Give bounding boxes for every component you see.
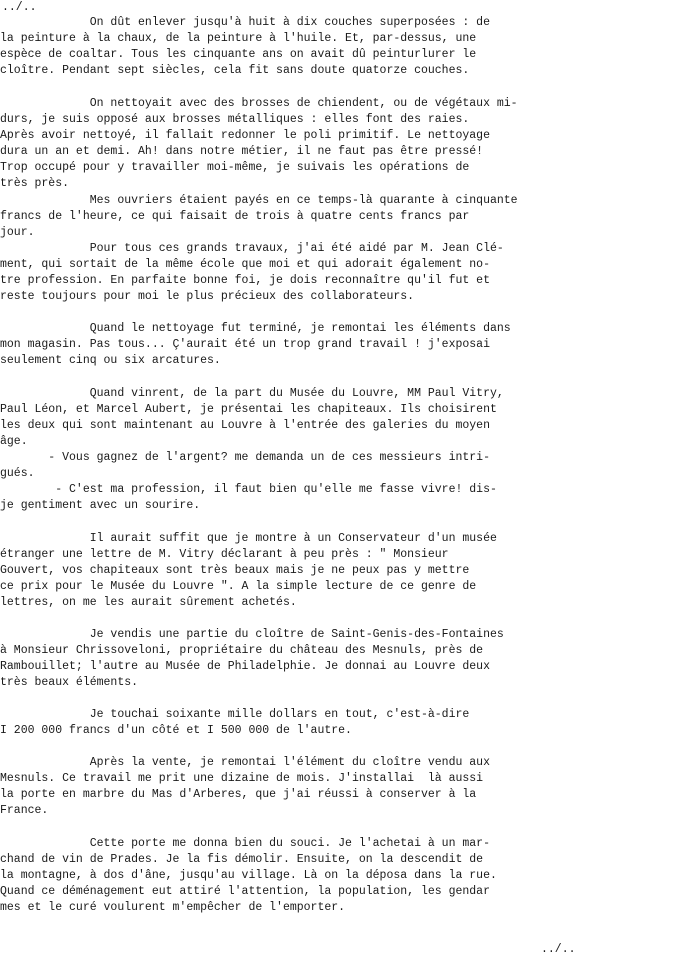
text-line: Quand vinrent, de la part du Musée du Louvre, MM Paul Vitry, bbox=[0, 387, 504, 400]
text-line: Mesnuls. Ce travail me prit une dizaine de mois. J'installai là aussi bbox=[0, 772, 484, 785]
text-line: Gouvert, vos chapiteaux sont très beaux mais je ne peux pas y mettre bbox=[0, 564, 470, 577]
paragraph-dialogue-question bbox=[0, 450, 690, 482]
paragraph-vitry-letter bbox=[0, 531, 690, 611]
text-line: Mes ouvriers étaient payés en ce temps-là quarante à cinquante bbox=[0, 194, 518, 207]
text-line: mes et le curé voulurent m'empêcher de l'emporter. bbox=[0, 901, 346, 914]
page-continuation-marker-top: ../.. bbox=[2, 1, 37, 14]
text-line: ce prix pour le Musée du Louvre ". A la simple lecture de ce genre de bbox=[0, 580, 477, 593]
paragraph-cloister-sale bbox=[0, 627, 690, 691]
paragraph-layers-of-paint bbox=[0, 15, 690, 79]
paragraph-marble-door bbox=[0, 836, 690, 916]
text-line: Cette porte me donna bien du souci. Je l'achetai à un mar- bbox=[0, 837, 490, 850]
text-line: je gentiment avec un sourire. bbox=[0, 499, 201, 512]
text-line: mon magasin. Pas tous... Ç'aurait été un trop grand travail ! j'exposai bbox=[0, 338, 490, 351]
page-continuation-marker-bottom: ../.. bbox=[541, 943, 576, 956]
text-line: la porte en marbre du Mas d'Arberes, que j'ai réussi à conserver à la bbox=[0, 788, 477, 801]
text-line: On nettoyait avec des brosses de chiendent, ou de végétaux mi- bbox=[0, 97, 518, 110]
text-line: Je touchai soixante mille dollars en tout, c'est-à-dire bbox=[0, 708, 470, 721]
text-line: durs, je suis opposé aux brosses métalliques : elles font des raies. bbox=[0, 113, 470, 126]
text-line: très beaux éléments. bbox=[0, 676, 139, 689]
text-line: ment, qui sortait de la même école que moi et qui adorait également no- bbox=[0, 258, 490, 271]
text-line: Je vendis une partie du cloître de Saint-Genis-des-Fontaines bbox=[0, 628, 504, 641]
text-line: reste toujours pour moi le plus précieux des collaborateurs. bbox=[0, 290, 415, 303]
paragraph-dialogue-answer bbox=[0, 482, 690, 514]
text-line: étranger une lettre de M. Vitry déclarant à peu près : " Monsieur bbox=[0, 548, 449, 561]
text-line: France. bbox=[0, 804, 49, 817]
text-line: Pour tous ces grands travaux, j'ai été aidé par M. Jean Clé- bbox=[0, 242, 504, 255]
text-line: On dût enlever jusqu'à huit à dix couches superposées : de bbox=[0, 16, 490, 29]
paragraph-mesnuls-reassembly bbox=[0, 755, 690, 819]
text-line: - C'est ma profession, il faut bien qu'elle me fasse vivre! dis- bbox=[0, 483, 497, 496]
text-line: Quand ce déménagement eut attiré l'attention, la population, les gendar bbox=[0, 885, 490, 898]
paragraph-cleaning-brushes bbox=[0, 96, 690, 192]
text-line: tre profession. En parfaite bonne foi, je dois reconnaître qu'il fut et bbox=[0, 274, 490, 287]
text-line: la montagne, à dos d'âne, jusqu'au village. Là on la déposa dans la rue. bbox=[0, 869, 497, 882]
text-line: chand de vin de Prades. Je la fis démolir. Ensuite, on la descendit de bbox=[0, 853, 484, 866]
text-line: gués. bbox=[0, 467, 35, 480]
paragraph-jean-clement bbox=[0, 241, 690, 305]
paragraph-payment bbox=[0, 707, 690, 739]
text-line: Après la vente, je remontai l'élément du cloître vendu aux bbox=[0, 756, 490, 769]
text-line: Il aurait suffit que je montre à un Conservateur d'un musée bbox=[0, 532, 497, 545]
text-line: la peinture à la chaux, de la peinture à l'huile. Et, par-dessus, une bbox=[0, 32, 477, 45]
text-line: - Vous gagnez de l'argent? me demanda un de ces messieurs intri- bbox=[0, 451, 490, 464]
paragraph-louvre-visit bbox=[0, 386, 690, 450]
paragraph-reassembly bbox=[0, 321, 690, 369]
paragraph-workers-pay bbox=[0, 193, 690, 241]
text-line: Après avoir nettoyé, il fallait redonner le poli primitif. Le nettoyage bbox=[0, 129, 490, 142]
text-line: seulement cinq ou six arcatures. bbox=[0, 354, 221, 367]
text-line: Quand le nettoyage fut terminé, je remontai les éléments dans bbox=[0, 322, 511, 335]
text-line: âge. bbox=[0, 435, 28, 448]
text-line: Paul Léon, et Marcel Aubert, je présentai les chapiteaux. Ils choisirent bbox=[0, 403, 497, 416]
text-line: cloître. Pendant sept siècles, cela fit sans doute quatorze couches. bbox=[0, 64, 470, 77]
text-line: francs de l'heure, ce qui faisait de trois à quatre cents francs par bbox=[0, 210, 470, 223]
text-line: Trop occupé pour y travailler moi-même, je suivais les opérations de bbox=[0, 161, 470, 174]
text-line: à Monsieur Chrissoveloni, propriétaire du château des Mesnuls, près de bbox=[0, 644, 484, 657]
text-line: très près. bbox=[0, 177, 70, 190]
text-line: dura un an et demi. Ah! dans notre métier, il ne faut pas être pressé! bbox=[0, 145, 484, 158]
text-line: I 200 000 francs d'un côté et I 500 000 de l'autre. bbox=[0, 724, 352, 737]
text-line: espèce de coaltar. Tous les cinquante ans on avait dû peinturlurer le bbox=[0, 48, 477, 61]
text-line: les deux qui sont maintenant au Louvre à l'entrée des galeries du moyen bbox=[0, 419, 490, 432]
text-line: lettres, on me les aurait sûrement achetés. bbox=[0, 596, 297, 609]
text-line: Rambouillet; l'autre au Musée de Philadelphie. Je donnai au Louvre deux bbox=[0, 660, 490, 673]
text-line: jour. bbox=[0, 226, 35, 239]
